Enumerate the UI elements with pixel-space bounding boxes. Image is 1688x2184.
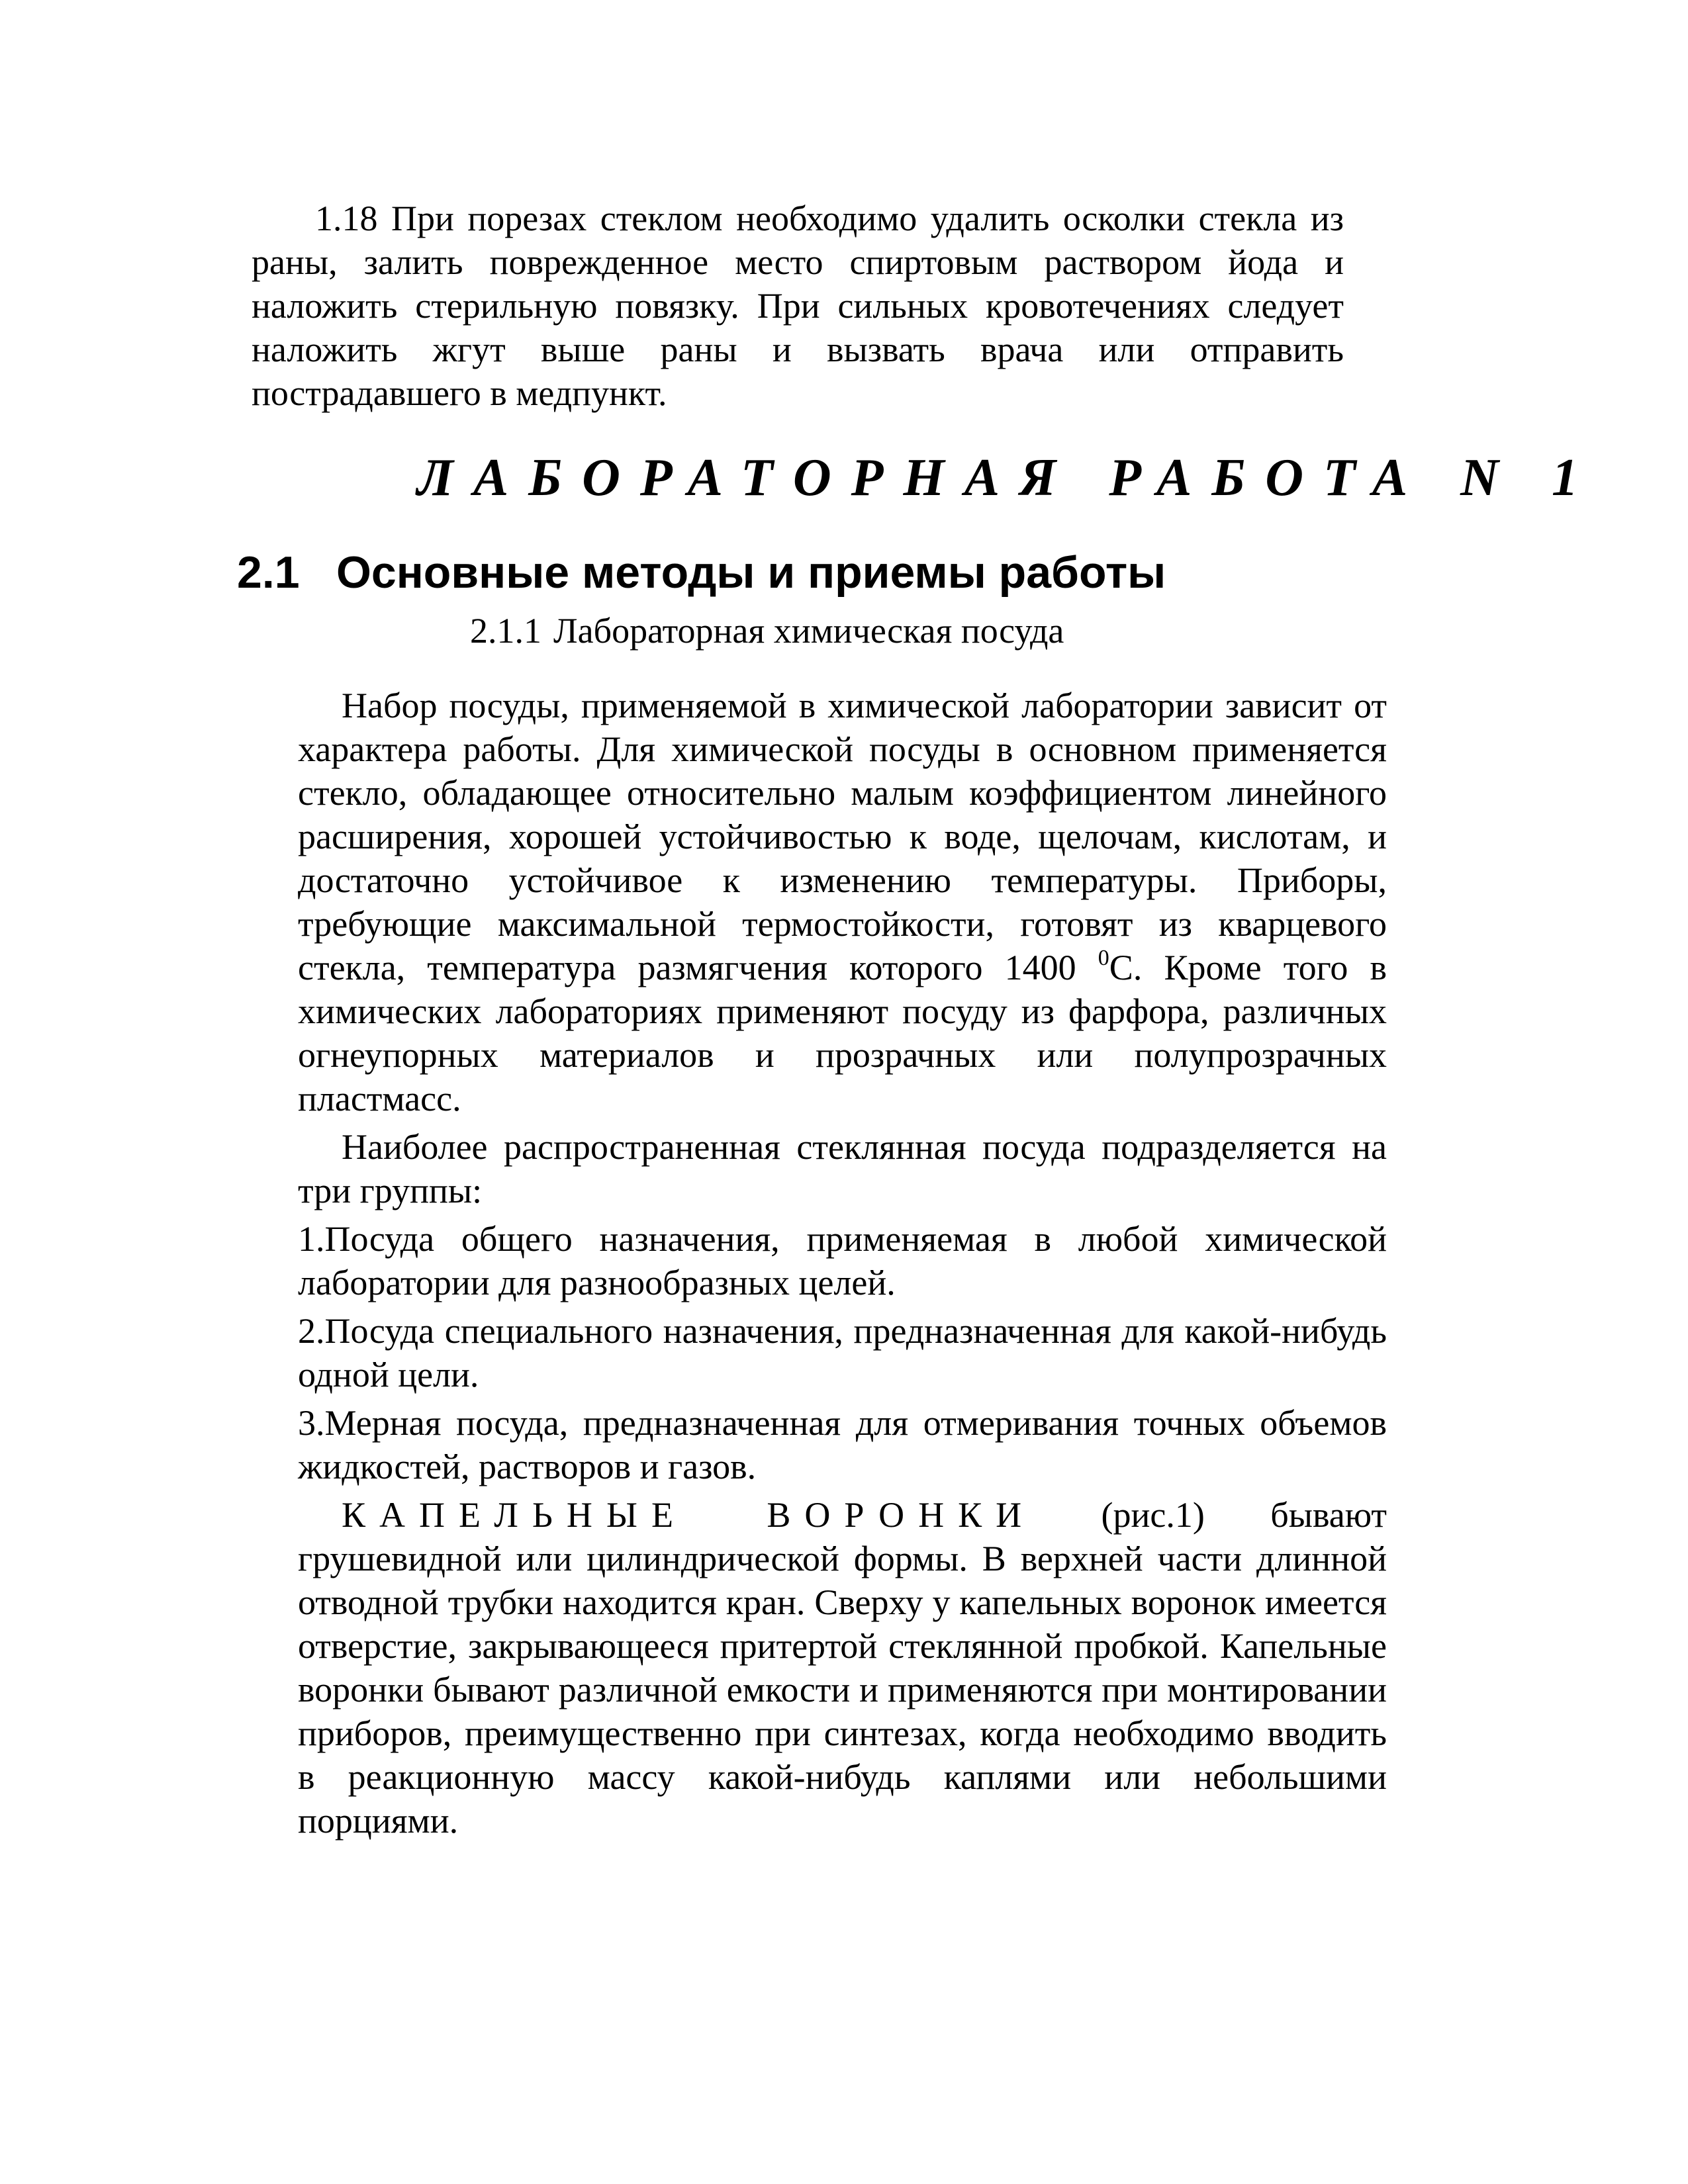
section-heading: [237, 543, 1166, 602]
body-text: [298, 684, 1387, 1843]
paragraph-groups-intro: Наиболее распространенная стеклянная посуда подразделяется на три группы:: [298, 1127, 1387, 1210]
paragraph-dropping-funnels: [298, 1493, 1387, 1843]
paragraph-glassware-materials: [298, 684, 1387, 1120]
paragraph-text: С. Кроме того в химических лабораториях применяют посуду из фарфора, различных огнеупорных материалов и прозрачных или полупрозрачных пластмасс.: [298, 948, 1387, 1118]
list-item: 2.Посуда специального назначения, предназначенная для какой-нибудь одной цели.: [298, 1311, 1387, 1394]
degree-superscript: 0: [1098, 946, 1109, 970]
intro-block: [252, 197, 1344, 415]
subsection-number: 2.1.1: [470, 611, 541, 651]
paragraph-text: Набор посуды, применяемой в химической лаборатории зависит от характера работы. Для химической посуды в основном применяется стекло, обладающее относительно малым коэффициентом линейного расширения, хорошей устойчивостью к воде, щелочам, кислотам, и достаточно устойчивое к изменению температуры. Приборы, требующие максимальной термостойкости, готовят из кварцевого стекла, температура размягчения которого 1400: [298, 686, 1387, 987]
lab-title: ЛАБОРАТОРНАЯ РАБОТА N 1: [417, 449, 1598, 507]
section-title: Основные методы и приемы работы: [336, 547, 1166, 598]
subsection-title: Лабораторная химическая посуда: [553, 611, 1064, 651]
section-number: 2.1: [237, 547, 300, 598]
list-item: 1.Посуда общего назначения, применяемая в любой химической лаборатории для разнообразных целей.: [298, 1219, 1387, 1302]
subsection-heading: [470, 608, 1064, 654]
spaced-term: КАПЕЛЬНЫЕ ВОРОНКИ: [342, 1495, 1036, 1535]
safety-paragraph: 1.18 При порезах стеклом необходимо удалить осколки стекла из раны, залить поврежденное место спиртовым раствором йода и наложить стерильную повязку. При сильных кровотечениях следует наложить жгут выше раны и вызвать врача или отправить пострадавшего в медпункт.: [252, 199, 1344, 413]
list-item: 3.Мерная посуда, предназначенная для отмеривания точных объемов жидкостей, растворов и газов.: [298, 1403, 1387, 1486]
paragraph-text: (рис.1) бывают грушевидной или цилиндрической формы. В верхней части длинной отводной трубки находится кран. Сверху у капельных воронок имеется отверстие, закрывающееся притертой стеклянной пробкой. Капельные воронки бывают различной емкости и применяются при монтировании приборов, преимущественно при синтезах, когда необходимо вводить в реакционную массу какой-нибудь каплями или небольшими порциями.: [298, 1495, 1387, 1841]
